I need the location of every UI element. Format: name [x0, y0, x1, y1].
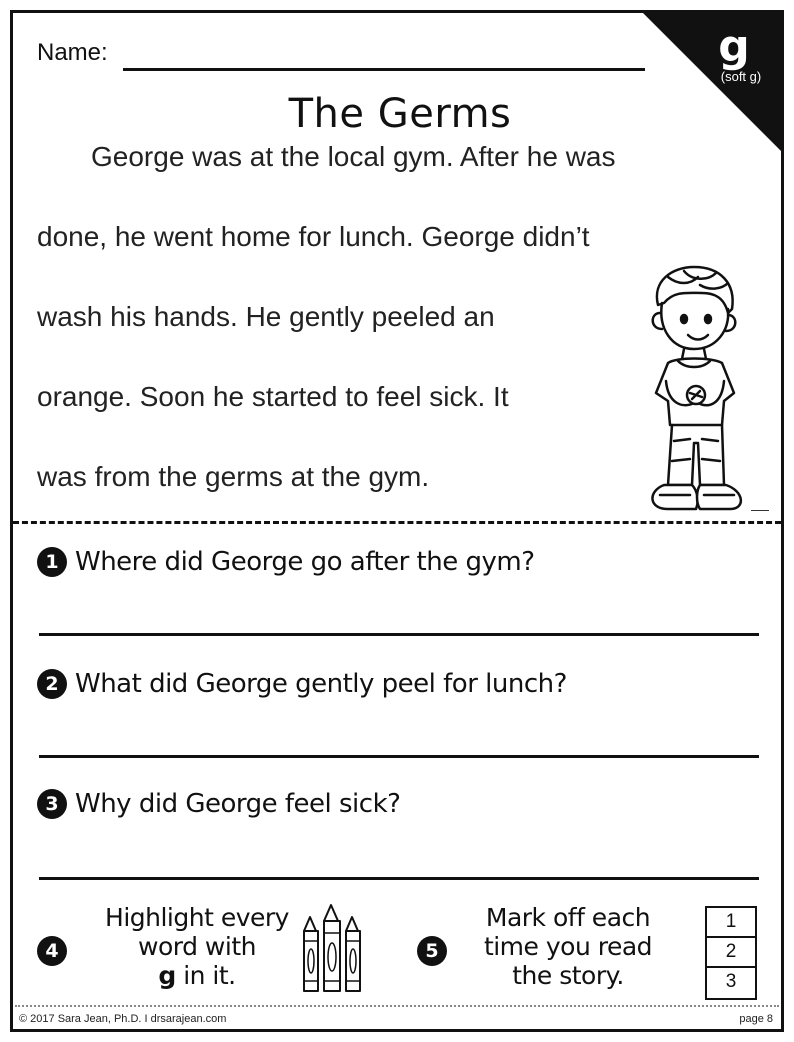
artist-signature: [751, 507, 769, 511]
story-title: The Germs: [288, 91, 512, 137]
crayons-icon: [300, 903, 366, 995]
footer-copyright: © 2017 Sara Jean, Ph.D. I drsarajean.com: [19, 1013, 227, 1025]
story-line: was from the germs at the gym.: [37, 461, 430, 492]
story-line: done, he went home for lunch. George didn’t: [37, 221, 590, 252]
reading-count-boxes: [705, 906, 757, 1000]
question-number-badge: 1: [37, 547, 67, 577]
reading-count-box-2[interactable]: 2: [707, 938, 755, 968]
section-divider: [13, 521, 781, 524]
story-line: George was at the local gym. After he was: [91, 141, 616, 172]
worksheet-page: [10, 10, 784, 1032]
reading-count-instructions: [453, 903, 683, 990]
highlight-task: [37, 903, 417, 1003]
footer-rule: [15, 1005, 779, 1007]
instruction-line: Highlight every: [105, 903, 289, 932]
footer-page-number: page 8: [739, 1013, 773, 1025]
task-number-badge: 5: [417, 936, 447, 966]
reading-count-box-3[interactable]: 3: [725, 971, 737, 992]
answer-line-2[interactable]: [39, 755, 759, 758]
instruction-line: time you read: [483, 932, 653, 961]
question-number-badge: 2: [37, 669, 67, 699]
reading-count-box-1[interactable]: 1: [707, 908, 755, 938]
instruction-line: [77, 961, 317, 990]
target-letter: g: [158, 961, 176, 990]
reading-count-task: [417, 903, 777, 1003]
instruction-rest: in it.: [175, 961, 236, 990]
name-field[interactable]: [123, 68, 645, 71]
question-number-badge: 3: [37, 789, 67, 819]
corner-note: (soft g): [720, 69, 762, 84]
answer-line-3[interactable]: [39, 877, 759, 880]
corner-letter: g: [718, 21, 750, 72]
instruction-line: the story.: [512, 961, 624, 990]
task-number-badge: 4: [37, 936, 67, 966]
question-text: Why did George feel sick?: [75, 789, 401, 819]
story-line: orange. Soon he started to feel sick. It: [37, 381, 509, 412]
question-text: Where did George go after the gym?: [75, 547, 535, 577]
story-line: wash his hands. He gently peeled an: [37, 301, 495, 332]
instruction-line: word with: [138, 932, 256, 961]
question-2: [37, 669, 567, 699]
instruction-line: Mark off each: [485, 903, 651, 932]
name-label: Name:: [37, 39, 108, 66]
answer-line-1[interactable]: [39, 633, 759, 636]
question-1: [37, 547, 535, 577]
question-3: [37, 789, 400, 819]
highlight-instructions: [77, 903, 317, 990]
question-text: What did George gently peel for lunch?: [75, 669, 567, 699]
boy-illustration: [638, 263, 748, 518]
